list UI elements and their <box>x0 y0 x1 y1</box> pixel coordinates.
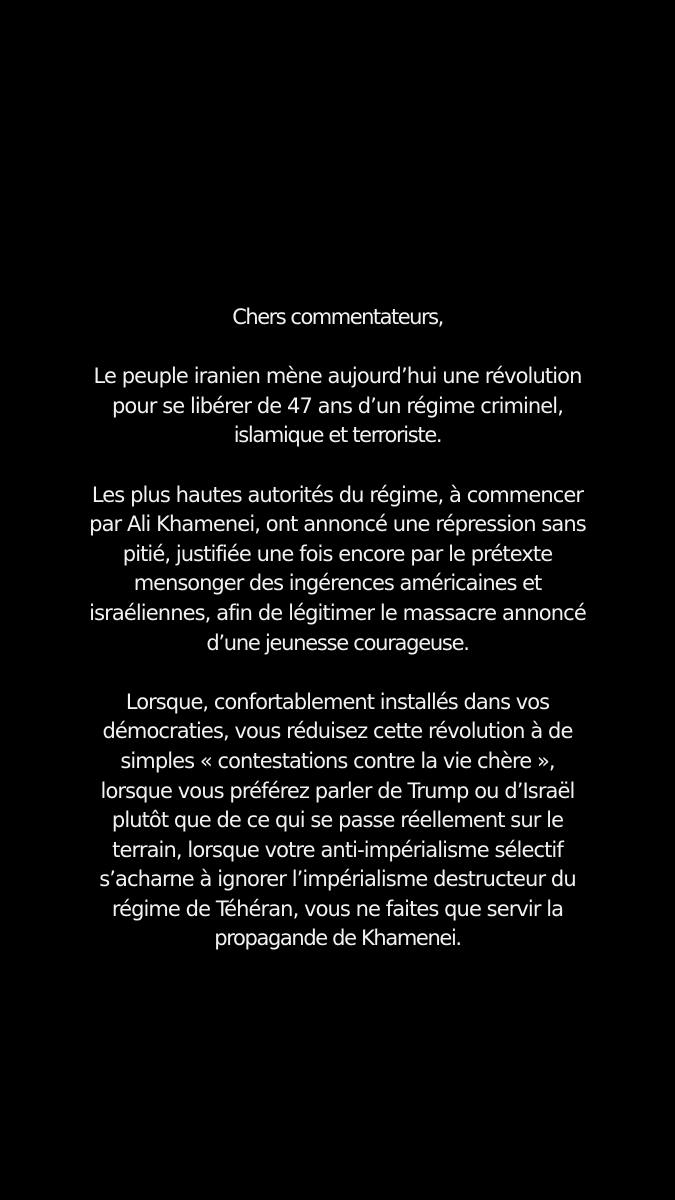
paragraph-3-line: terrain, lorsque votre anti-impérialisme sélectif <box>112 837 563 862</box>
paragraph-3-line: régime de Téhéran, vous ne faites que servir la <box>111 896 564 921</box>
paragraph-spacer <box>0 658 675 688</box>
paragraph-2-line: pitié, justifiée une fois encore par le prétexte <box>122 541 553 566</box>
paragraph-3-line: Lorsque, confortablement installés dans vos <box>125 689 550 714</box>
paragraph-2-line: Les plus hautes autorités du régime, à commencer <box>91 482 584 507</box>
paragraph-spacer <box>0 451 675 481</box>
paragraph-spacer <box>0 333 675 363</box>
paragraph-3-line: propagande de Khamenei. <box>214 926 461 951</box>
paragraph-3-line: lorsque vous préférez parler de Trump ou d’Israël <box>100 778 575 803</box>
letter-text <box>0 303 675 954</box>
paragraph-3-line: simples « contestations contre la vie chère », <box>120 748 555 773</box>
paragraph-2-line: par Ali Khamenei, ont annoncé une répression sans <box>89 512 586 537</box>
paragraph-2-line: israéliennes, afin de légitimer le massacre annoncé <box>89 600 586 625</box>
paragraph-3-line: plutôt que de ce qui se passe réellement sur le <box>111 808 564 833</box>
paragraph-3-line: démocraties, vous réduisez cette révolution à de <box>102 719 573 744</box>
paragraph-1-line: islamique et terroriste. <box>233 423 442 448</box>
paragraph-3-line: s’acharne à ignorer l’impérialisme destructeur du <box>99 867 576 892</box>
paragraph-2-line: d’une jeunesse courageuse. <box>206 630 469 655</box>
paragraph-1-line: pour se libérer de 47 ans d’un régime criminel, <box>112 393 563 418</box>
paragraph-2-line: mensonger des ingérences américaines et <box>133 571 542 596</box>
paragraph-1-line: Le peuple iranien mène aujourd’hui une révolution <box>93 364 582 389</box>
salutation: Chers commentateurs, <box>232 305 443 329</box>
